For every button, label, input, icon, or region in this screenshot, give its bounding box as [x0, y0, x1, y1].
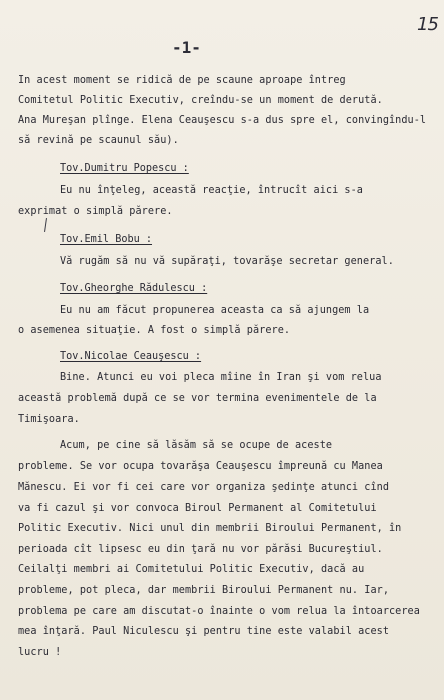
speaker-heading: Tov.Dumitru Popescu : [60, 163, 189, 174]
speech-line: lucru ! [18, 647, 62, 658]
speech-line: Vă rugăm să nu vă supăraţi, tovarăşe secretar general. [60, 256, 394, 267]
speech-line: Mănescu. Ei vor fi cei care vor organiza şedinţe atunci cînd [18, 482, 390, 493]
speech-line: perioada cît lipsesc eu din ţară nu vor părăsi Bucureştiul. [18, 544, 383, 555]
paragraph-line: Comitetul Politic Executiv, creîndu-se un moment de derută. [18, 95, 383, 106]
speaker-heading: Tov.Gheorghe Rădulescu : [60, 283, 208, 294]
speech-line: probleme, pot pleca, dar membrii Biroului Permanent nu. Iar, [18, 585, 390, 596]
speech-line: exprimat o simplă părere. [18, 206, 173, 217]
speech-line: probleme. Se vor ocupa tovarăşa Ceauşescu împreună cu Manea [18, 461, 383, 472]
speech-line: mea înţară. Paul Niculescu şi pentru tine este valabil acest [18, 626, 390, 637]
page-number: 15 [417, 14, 438, 35]
speech-line: Timişoara. [18, 414, 80, 425]
page-marker: -1- [172, 38, 201, 57]
speaker-heading: Tov.Emil Bobu : [60, 234, 153, 245]
margin-mark [44, 218, 47, 232]
speech-line: va fi cazul şi vor convoca Biroul Permanent al Comitetului [18, 503, 377, 514]
speech-line: o asemenea situaţie. A fost o simplă părere. [18, 325, 291, 336]
speech-line: Eu nu înţeleg, această reacţie, întrucît aici s-a [60, 185, 363, 196]
speech-line: problema pe care am discutat-o înainte o vom relua la întoarcerea [18, 606, 420, 617]
paragraph-line: Ana Mureşan plînge. Elena Ceauşescu s-a dus spre el, convingîndu-l [18, 115, 427, 126]
speech-line: Eu nu am făcut propunerea aceasta ca să ajungem la [60, 305, 370, 316]
paragraph-line: să revină pe scaunul său). [18, 135, 179, 146]
speech-line: Ceilalţi membri ai Comitetului Politic Executiv, dacă au [18, 564, 365, 575]
speaker-heading: Tov.Nicolae Ceauşescu : [60, 351, 202, 362]
paragraph-line: In acest moment se ridică de pe scaune aproape întreg [18, 75, 346, 86]
speech-line: Bine. Atunci eu voi pleca mîine în Iran şi vom relua [60, 372, 382, 383]
speech-line: această problemă după ce se vor termina evenimentele de la [18, 393, 377, 404]
speech-line: Politic Executiv. Nici unul din membrii Biroului Permanent, în [18, 523, 402, 534]
speech-line: Acum, pe cine să lăsăm să se ocupe de aceste [60, 440, 333, 451]
